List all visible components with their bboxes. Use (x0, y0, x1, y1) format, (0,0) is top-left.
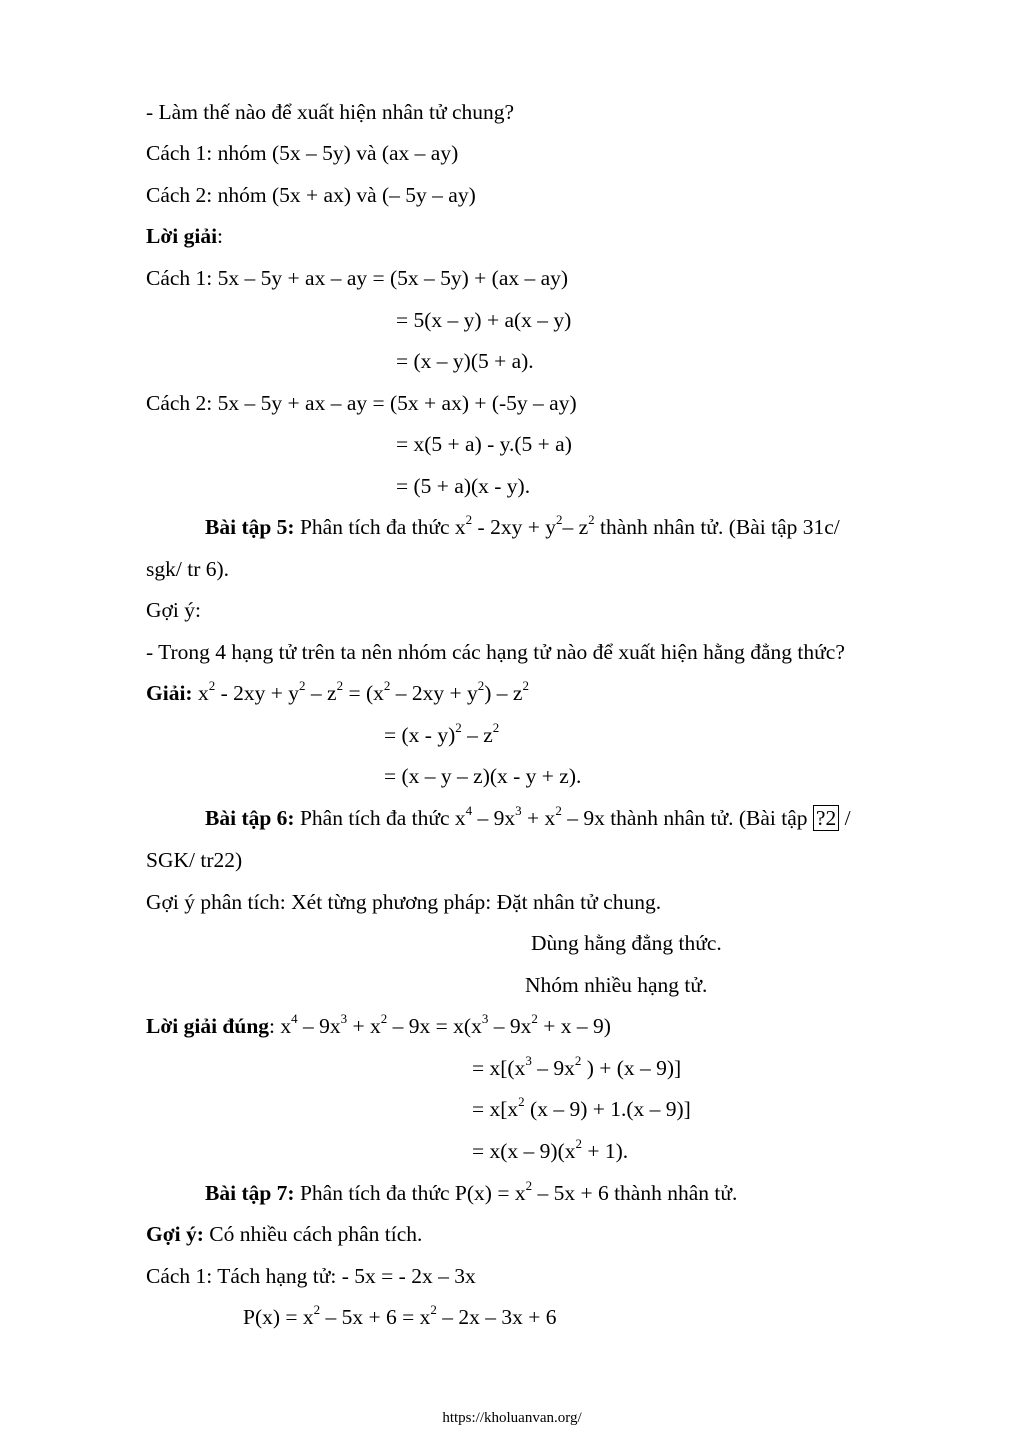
exercise-7-method1-step: $P(x) = x^2 - 5x + 6 = x^2 - 2x - 3x + 6$ (243, 1301, 557, 1329)
method1-step1: Cách 1: 5x – 5y + ax – ay = (5x – 5y) + (ax – ay) (146, 266, 569, 290)
exercise-7-hint: Gợi ý: Có nhiều cách phân tích. (146, 1222, 423, 1246)
footer-url: https://kholuanvan.org/ (442, 1410, 582, 1426)
exercise-5-solution-step3: = (x – y – z)(x - y + z). (384, 764, 582, 788)
hint-label: Gợi ý: (146, 598, 201, 622)
correct-solution-step3: = $x[x^2$ (x – 9) + 1.(x – 9)] (472, 1093, 691, 1121)
exercise-5-reference: sgk/ tr 6). (146, 557, 230, 581)
method1-grouping: Cách 1: nhóm (5x – 5y) và (ax – ay) (146, 141, 459, 165)
hint-question: - Trong 4 hạng tử trên ta nên nhóm các hạng tử nào để xuất hiện hằng đẳng thức? (146, 640, 845, 664)
exercise-6-title: Bài tập 6: Phân tích đa thức $x^4 - 9x^3 + x^2 - 9x$ thành nhân tử. (Bài tập ?2 / (205, 802, 851, 830)
method2-step1: Cách 2: 5x – 5y + ax – ay = (5x + ax) + (-5y – ay) (146, 391, 577, 415)
correct-solution-step4: = $x(x - 9)(x^2 + 1)$. (472, 1135, 629, 1163)
exercise-7-method1: Cách 1: Tách hạng tử: - 5x = - 2x – 3x (146, 1264, 476, 1288)
method1-step2: = 5(x – y) + a(x – y) (396, 308, 572, 332)
correct-solution-step1: Lời giải đúng: $x^4 - 9x^3 + x^2 - 9x = x(x^3 - 9x^2 + x - 9)$ (146, 1010, 611, 1038)
exercise-5-solution-step2: = $(x - y)^2 - z^2$ (384, 719, 500, 747)
question-common-factor: - Làm thế nào để xuất hiện nhân tử chung? (146, 100, 515, 124)
exercise-5-title: Bài tập 5: Phân tích đa thức $x^2 - 2xy + y^2-$ $z^2$ thành nhân tử. (Bài tập 31c/ (205, 511, 840, 539)
correct-solution-step2: = $x[(x^3 - 9x^2$ ) + (x – 9)] (472, 1052, 682, 1080)
exercise-5-solution-step1: Giải: $x^2 - 2xy + y^2 - z^2 = (x^2 - 2xy + y^2) - z^2$ (146, 677, 529, 705)
exercise-7-title: Bài tập 7: Phân tích đa thức $P(x) = x^2 - 5x + 6$ thành nhân tử. (205, 1177, 738, 1205)
analysis-method-identity: Dùng hằng đẳng thức. (531, 931, 722, 955)
exercise-6-reference: SGK/ tr22) (146, 848, 243, 872)
question-ref-box: ?2 (813, 805, 839, 831)
method2-step3: = (5 + a)(x - y). (396, 474, 531, 498)
method2-grouping: Cách 2: nhóm (5x + ax) và (– 5y – ay) (146, 183, 476, 207)
method2-step2: = x(5 + a) - y.(5 + a) (396, 432, 572, 456)
method1-step3: = (x – y)(5 + a). (396, 349, 534, 373)
analysis-method-grouping: Nhóm nhiều hạng tử. (525, 973, 708, 997)
analysis-hint: Gợi ý phân tích: Xét từng phương pháp: Đặt nhân tử chung. (146, 890, 662, 914)
solution-heading: Lời giải: (146, 224, 224, 248)
